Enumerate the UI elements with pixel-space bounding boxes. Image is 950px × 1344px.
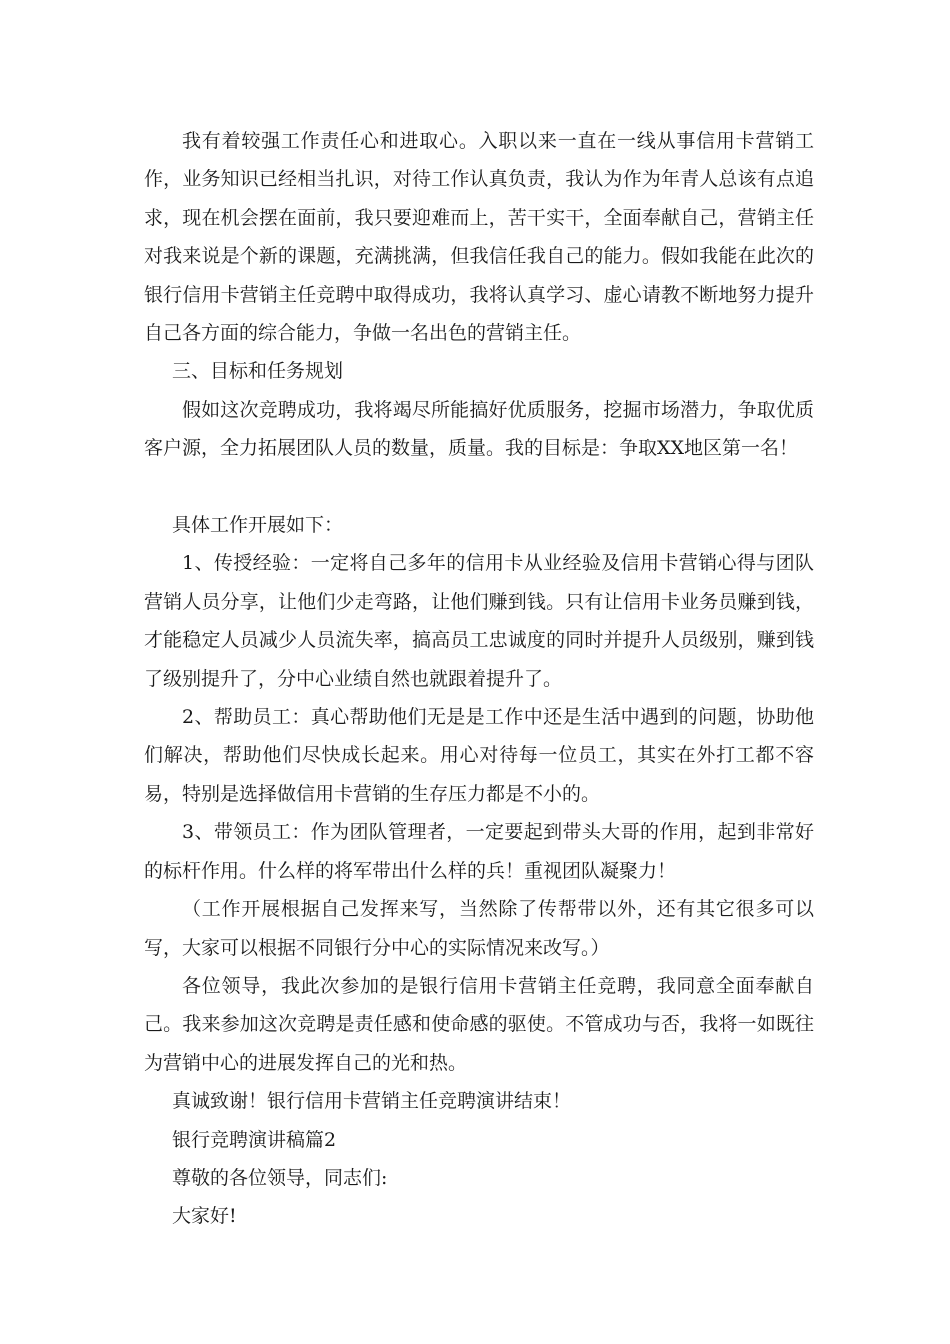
paragraph-item-3: 3、带领员工：作为团队管理者，一定要起到带头大哥的作用，起到非常好的标杆作用。什么样的将军带出什么样的兵！重视团队凝聚力！ <box>144 821 814 882</box>
paragraph-responsibility: 我有着较强工作责任心和进取心。入职以来一直在一线从事信用卡营销工作，业务知识已经相当扎识，对待工作认真负责，我认为作为年青人总该有点追求，现在机会摆在面前，我只要迎难而上，苦干实干，全面奉献自己，营销主任对我来说是个新的课题，充满挑满，但我信任我自己的能力。假如我能在此次的银行信用卡营销主任竞聘中取得成功，我将认真学习、虚心请教不断地努力提升自己各方面的综合能力，争做一名出色的营销主任。 <box>144 130 814 345</box>
paragraph-work-intro: 具体工作开展如下： <box>172 514 344 537</box>
greeting: 大家好! <box>172 1205 237 1228</box>
paragraph-item-1: 1、传授经验：一定将自己多年的信用卡从业经验及信用卡营销心得与团队营销人员分享，让他们少走弯路，让他们赚到钱。只有让信用卡业务员赚到钱，才能稳定人员减少人员流失率，搞高员工忠诚度的同时并提升人员级别，赚到钱了级别提升了，分中心业绩自然也就跟着提升了。 <box>144 552 814 690</box>
salutation: 尊敬的各位领导，同志们: <box>172 1166 388 1189</box>
section-heading-goals: 三、目标和任务规划 <box>172 360 344 383</box>
section-title-part-2: 银行竞聘演讲稿篇2 <box>172 1128 337 1151</box>
blank-line <box>144 468 814 506</box>
document-body <box>144 122 814 1236</box>
paragraph-thanks: 真诚致谢！银行信用卡营销主任竞聘演讲结束！ <box>172 1090 572 1113</box>
paragraph-item-2: 2、帮助员工：真心帮助他们无是是工作中还是生活中遇到的问题，协助他们解决，帮助他们尽快成长起来。用心对待每一位员工，其实在外打工都不容易，特别是选择做信用卡营销的生存压力都是不小的。 <box>144 706 814 805</box>
paragraph-note: （工作开展根据自己发挥来写，当然除了传帮带以外，还有其它很多可以写，大家可以根据不同银行分中心的实际情况来改写。） <box>144 898 814 959</box>
paragraph-closing: 各位领导，我此次参加的是银行信用卡营销主任竞聘，我同意全面奉献自己。我来参加这次竞聘是责任感和使命感的驱使。不管成功与否，我将一如既往为营销中心的进展发挥自己的光和热。 <box>144 974 814 1074</box>
paragraph-goal: 假如这次竞聘成功，我将竭尽所能搞好优质服务，挖掘市场潜力，争取优质客户源，全力拓展团队人员的数量，质量。我的目标是：争取XX地区第一名！ <box>144 398 814 460</box>
